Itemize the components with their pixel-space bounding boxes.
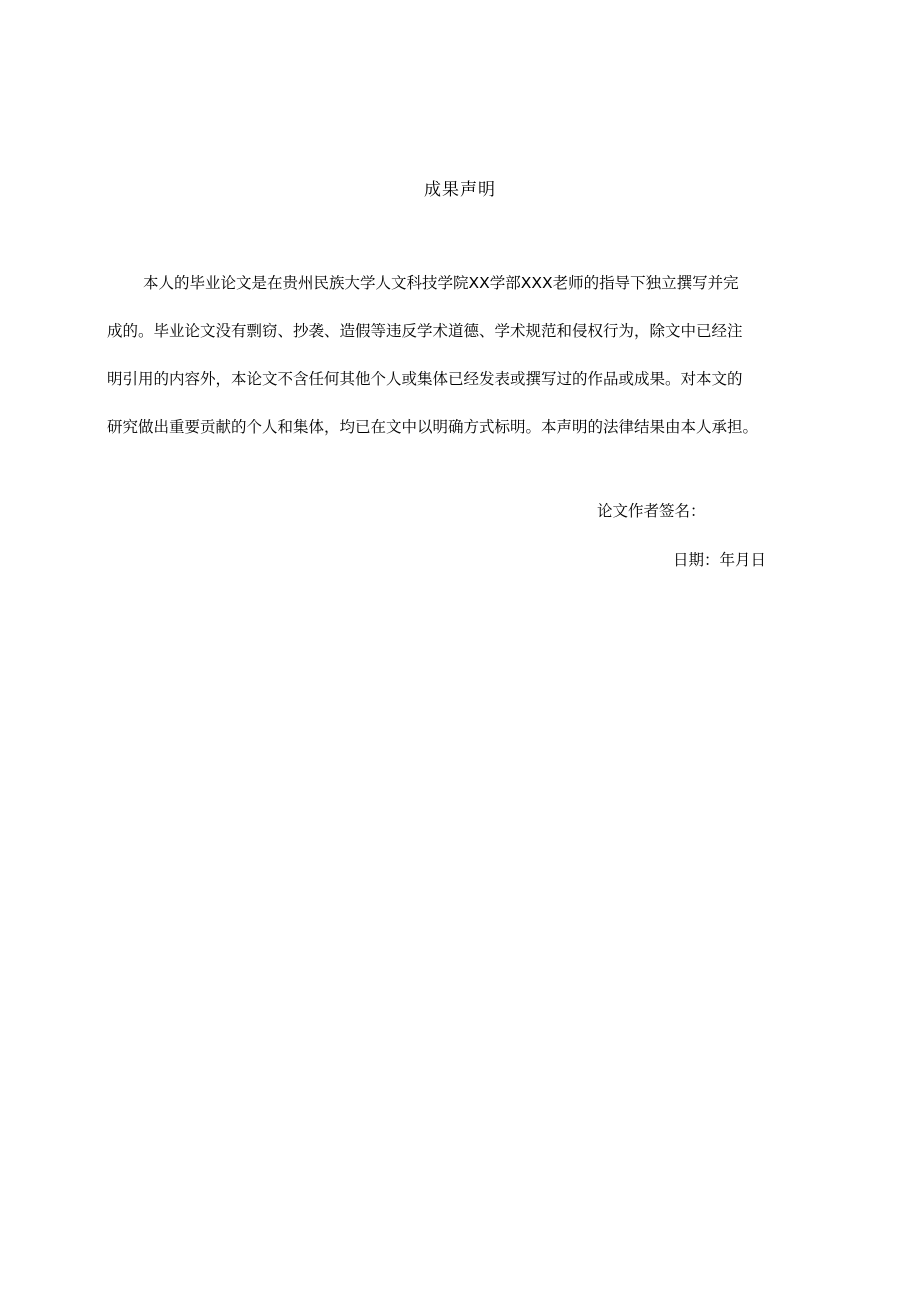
paragraph-line-2: 成的。毕业论文没有剽窃、抄袭、造假等违反学术道德、学术规范和侵权行为，除文中已经注 xyxy=(107,322,743,340)
signature-label: 论文作者签名： xyxy=(597,502,706,520)
paragraph-line-1: 本人的毕业论文是在贵州民族大学人文科技学院XX学部XXX老师的指导下独立撰写并完 xyxy=(143,274,739,292)
paragraph-line-4: 研究做出重要贡献的个人和集体，均已在文中以明确方式标明。本声明的法律结果由本人承担。 xyxy=(107,418,759,436)
date-label: 日期：年月日 xyxy=(673,551,767,569)
page-title: 成果声明 xyxy=(424,180,496,200)
paragraph-line-3: 明引用的内容外，本论文不含任何其他个人或集体已经发表或撰写过的作品或成果。对本文的 xyxy=(107,370,743,388)
